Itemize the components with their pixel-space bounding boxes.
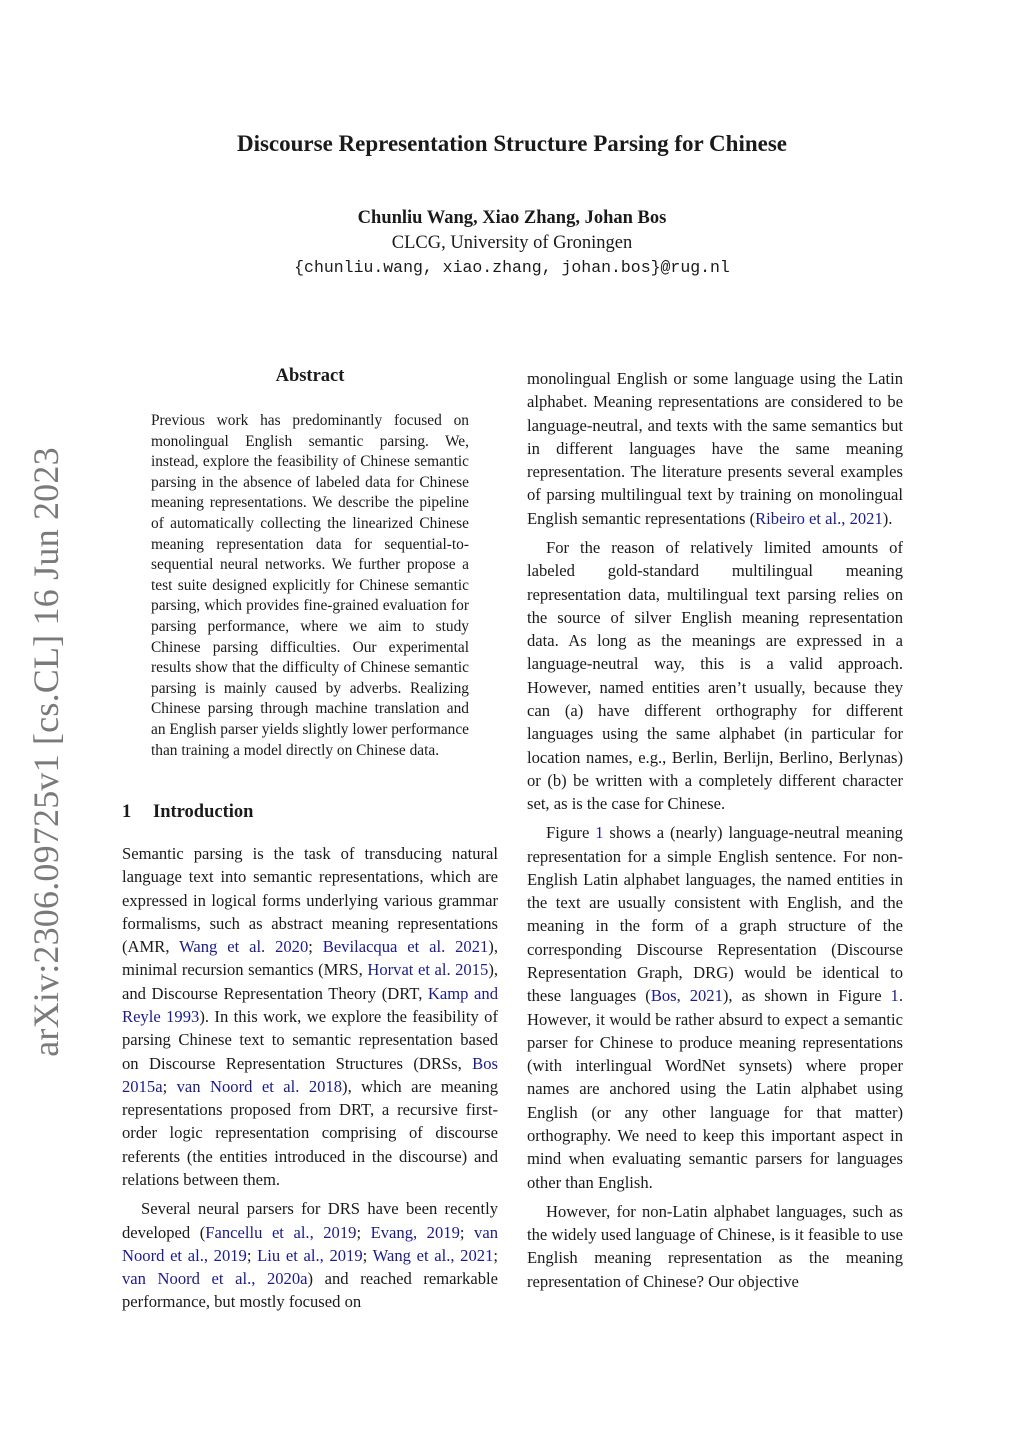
text-run: Figure bbox=[546, 823, 596, 843]
abstract-body: Previous work has predominantly focused on monolingual English semantic parsing. We, instead, explore the feasibility of Chinese semantic parsing in the absence of labeled data for Chinese meaning representations. We describe the pipeline of automatically collecting the linearized Chinese meaning representation data for sequential-to-sequential neural networks. We further propose a test suite designed explicitly for Chinese semantic parsing, which provides fine-grained evaluation for parsing performance, where we aim to study Chinese parsing difficulties. Our experimental results show that the difficulty of Chinese semantic parsing is mainly caused by adverbs. Realizing Chinese parsing through machine translation and an English parser yields slightly lower performance than training a model directly on Chinese data. bbox=[151, 412, 469, 759]
text-run: ; bbox=[162, 1076, 177, 1096]
citation-link[interactable]: Evang, 2019 bbox=[370, 1222, 460, 1242]
citation-link[interactable]: Bos, 2021 bbox=[650, 986, 723, 1006]
citation-link[interactable]: Ribeiro et al., 2021 bbox=[755, 508, 883, 528]
text-run: ; bbox=[356, 1222, 371, 1242]
right-column-text bbox=[527, 367, 903, 1293]
text-run: Semantic parsing is the task of transducing natural language text into semantic representations, which are expressed in logical forms underlying various grammar formalisms, such as abstract meaning representations (AMR, bbox=[122, 844, 498, 957]
left-column-text bbox=[122, 842, 498, 1314]
text-run: ), and Discourse Representation Theory (DRT, bbox=[122, 960, 498, 1003]
text-run: Several neural parsers for DRS have been recently developed ( bbox=[122, 1199, 498, 1242]
text-run: ; bbox=[493, 1245, 498, 1265]
intro-paragraph-5 bbox=[527, 821, 903, 1194]
citation-link[interactable]: Wang et al., 2021 bbox=[372, 1245, 494, 1265]
text-run: ; bbox=[459, 1222, 475, 1242]
text-run: ). bbox=[882, 508, 893, 528]
paper-title: Discourse Representation Structure Parsing for Chinese bbox=[236, 131, 788, 156]
citation-link[interactable]: Bevilacqua et al. 2021 bbox=[322, 937, 489, 957]
section-number: 1 bbox=[122, 802, 132, 822]
citation-link[interactable]: Horvat et al. 2015 bbox=[367, 960, 489, 980]
author-list: Chunliu Wang, Xiao Zhang, Johan Bos bbox=[357, 208, 667, 228]
author-emails: {chunliu.wang, xiao.zhang, johan.bos}@rug.nl bbox=[294, 258, 730, 277]
citation-link[interactable]: van Noord et al. 2018 bbox=[176, 1076, 343, 1096]
section-title: Introduction bbox=[153, 802, 254, 822]
text-run: ; bbox=[308, 937, 323, 957]
text-run: ), which are meaning representations proposed from DRT, a recursive first-order logic representation comprising of discourse referents (the entities introduced in the discourse) and relations between them. bbox=[122, 1076, 498, 1189]
text-run: ; bbox=[362, 1245, 373, 1265]
intro-paragraph-1 bbox=[122, 842, 498, 1191]
citation-link[interactable]: Bos 2015a bbox=[122, 1053, 498, 1096]
affiliation: CLCG, University of Groningen bbox=[391, 233, 633, 253]
citation-link[interactable]: Kamp and Reyle 1993 bbox=[122, 983, 498, 1026]
citation-link[interactable]: van Noord et al., 2020a bbox=[122, 1269, 308, 1289]
text-run: ), as shown in Figure bbox=[722, 986, 891, 1006]
intro-paragraph-2 bbox=[122, 1197, 498, 1313]
text-run: shows a (nearly) language-neutral meaning representation for a simple English sentence. For non-English Latin alphabet languages, the named entities in the text are usually consistent with English, and the meaning in the form of a graph structure of the corresponding Discourse Representation (Discourse Representation Graph, DRG) would be identical to these languages ( bbox=[527, 823, 903, 1006]
text-run: ), minimal recursion semantics (MRS, bbox=[122, 937, 498, 980]
citation-link[interactable]: Liu et al., 2019 bbox=[257, 1245, 363, 1265]
text-run: . However, it would be rather absurd to expect a semantic parser for Chinese to produce meaning representations (with interlingual WordNet synsets) where proper names are anchored using the Latin alphabet using English (or any other language for that matter) orthography. We need to keep this important aspect in mind when evaluating semantic parsers for languages other than English. bbox=[527, 986, 903, 1192]
abstract-heading: Abstract bbox=[275, 366, 345, 386]
text-run: ). In this work, we explore the feasibility of parsing Chinese text to semantic representation based on Discourse Representation Structures (DRSs, bbox=[122, 1006, 498, 1073]
text-run: monolingual English or some language using the Latin alphabet. Meaning representations are considered to be language-neutral, and texts with the same semantics but in different languages have the same meaning representation. The literature presents several examples of parsing multilingual text by training on monolingual English semantic representations ( bbox=[527, 369, 903, 528]
figure-reference-link[interactable]: 1 bbox=[595, 823, 604, 843]
citation-link[interactable]: Fancellu et al., 2019 bbox=[205, 1222, 357, 1242]
intro-paragraph-3 bbox=[527, 367, 903, 530]
arxiv-stamp: arXiv:2306.09725v1 [cs.CL] 16 Jun 2023 bbox=[26, 447, 66, 1057]
citation-link[interactable]: Wang et al. 2020 bbox=[179, 937, 309, 957]
intro-paragraph-6: However, for non-Latin alphabet languages, such as the widely used language of Chinese, is it feasible to use English meaning representation as the meaning representation of Chinese? Our objective bbox=[527, 1201, 903, 1291]
figure-reference-link[interactable]: 1 bbox=[890, 986, 899, 1006]
intro-paragraph-4: For the reason of relatively limited amounts of labeled gold-standard multilingual meaning representation data, multilingual text parsing relies on the source of silver English meaning representation data. As long as the meanings are expressed in a language-neutral way, this is a valid approach. However, named entities aren’t usually, because they can (a) have different orthography for different languages using the same alphabet (in particular for location names, e.g., Berlin, Berlijn, Berlino, Berlynas) or (b) be written with a completely different character set, as is the case for Chinese. bbox=[527, 537, 903, 814]
text-run: ) and reached remarkable performance, but mostly focused on bbox=[122, 1269, 498, 1312]
section-heading-introduction bbox=[122, 802, 253, 823]
citation-link[interactable]: van Noord et al., 2019 bbox=[122, 1222, 498, 1265]
text-run: ; bbox=[246, 1245, 258, 1265]
